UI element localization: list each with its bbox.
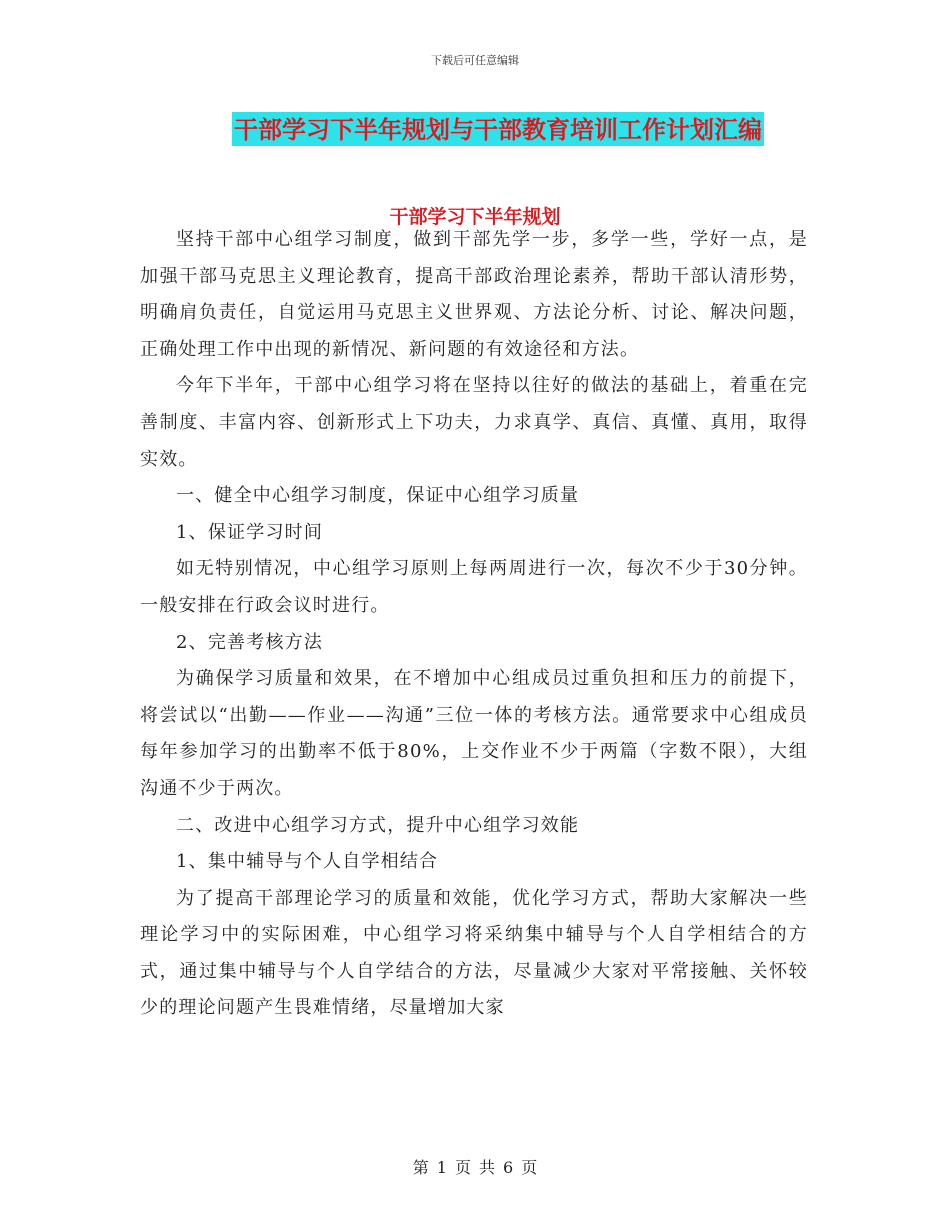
header-note: 下载后可任意编辑 <box>431 54 519 67</box>
footer-suffix: 页 <box>521 1158 538 1177</box>
subheading-1-2: 2、完善考核方法 <box>176 631 324 653</box>
paragraph: 今年下半年，干部中心组学习将在坚持以往好的做法的基础上，着重在完善制度、丰富内容、创新形式上下功夫，力求真学、真信、真懂、真用，取得实效。 <box>140 375 808 470</box>
document-title: 干部学习下半年规划与干部教育培训工作计划汇编 <box>232 112 764 146</box>
subheading-2-1: 1、集中辅导与个人自学相结合 <box>176 851 439 873</box>
document-body <box>140 222 808 1027</box>
page-footer <box>0 1155 950 1178</box>
paragraph: 为确保学习质量和效果，在不增加中心组成员过重负担和压力的前提下，将尝试以“出勤——作业——沟通”三位一体的考核方法。通常要求中心组成员每年参加学习的出勤率不低于80%，上交作业不少于两篇（字数不限），大组沟通不少于两次。 <box>140 668 808 799</box>
total-pages: 6 <box>503 1158 514 1177</box>
paragraph: 坚持干部中心组学习制度，做到干部先学一步，多学一些，学好一点，是加强干部马克思主义理论教育，提高干部政治理论素养，帮助干部认清形势，明确肩负责任，自觉运用马克思主义世界观、方法论分析、讨论、解决问题，正确处理工作中出现的新情况、新问题的有效途径和方法。 <box>140 229 808 360</box>
heading-1: 一、健全中心组学习制度，保证中心组学习质量 <box>176 485 580 507</box>
footer-prefix: 第 <box>412 1158 429 1177</box>
footer-page-label: 页 <box>454 1158 471 1177</box>
paragraph: 如无特别情况，中心组学习原则上每两周进行一次，每次不少于30分钟。一般安排在行政会议时进行。 <box>140 558 808 616</box>
heading-2: 二、改进中心组学习方式，提升中心组学习效能 <box>176 814 580 836</box>
paragraph: 为了提高干部理论学习的质量和效能，优化学习方式，帮助大家解决一些理论学习中的实际困难，中心组学习将采纳集中辅导与个人自学相结合的方式，通过集中辅导与个人自学结合的方法，尽量减少大家对平常接触、关怀较少的理论问题产生畏难情绪，尽量增加大家 <box>140 887 808 1019</box>
current-page-number: 1 <box>436 1158 447 1177</box>
footer-total-prefix: 共 <box>479 1158 496 1177</box>
section-title: 干部学习下半年规划 <box>389 206 561 228</box>
subheading-1-1: 1、保证学习时间 <box>176 521 324 543</box>
document-title-container <box>0 112 950 146</box>
